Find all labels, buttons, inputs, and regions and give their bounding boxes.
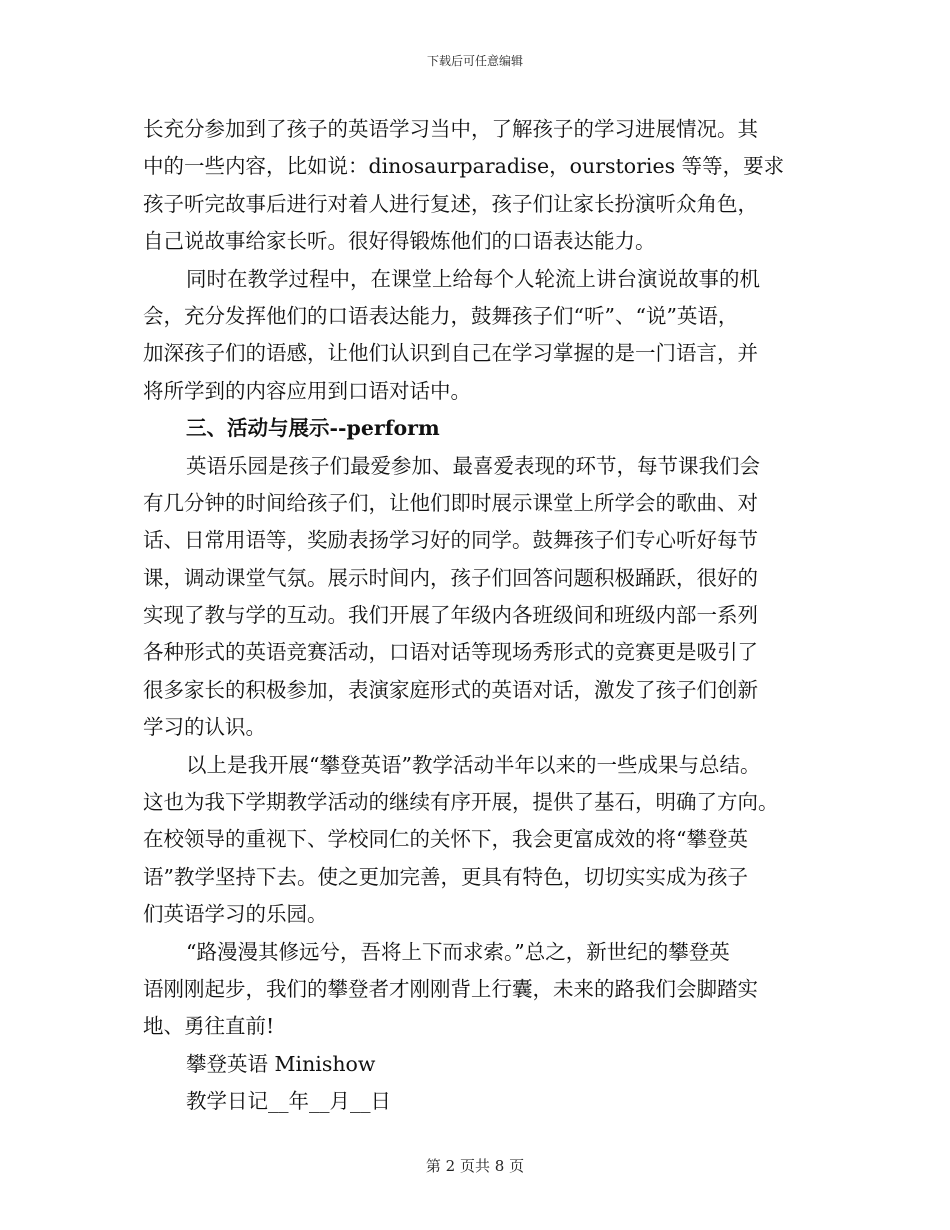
page-header: 下载后可任意编辑 (426, 54, 523, 68)
section-heading: 三、活动与展示--perform (186, 416, 440, 441)
text-line: 英语乐园是孩子们最爱参加、最喜爱表现的环节，每节课我们会 (186, 453, 760, 478)
text-line: 孩子听完故事后进行对着人进行复述，孩子们让家长扮演听众角色， (143, 191, 758, 216)
text-line: 在校领导的重视下、学校同仁的关怀下，我会更富成效的将“攀登英 (143, 827, 748, 852)
page-footer: 第 2 页共 8 页 (425, 1157, 525, 1175)
text-line: 将所学到的内容应用到口语对话中。 (143, 378, 471, 403)
text-line: 有几分钟的时间给孩子们，让他们即时展示课堂上所学会的歌曲、对 (143, 490, 758, 515)
text-line: 中的一些内容，比如说：dinosaurparadise，ourstories 等等，要求 (143, 154, 785, 179)
text-line: 这也为我下学期教学活动的继续有序开展，提供了基石，明确了方向。 (143, 790, 779, 815)
text-line: 攀登英语 Minishow (186, 1051, 376, 1076)
text-line: 们英语学习的乐园。 (143, 902, 328, 927)
text-line: 语刚刚起步，我们的攀登者才刚刚背上行囊，未来的路我们会脚踏实 (143, 976, 758, 1001)
text-line: 会，充分发挥他们的口语表达能力，鼓舞孩子们“听”、“说”英语， (143, 303, 739, 328)
text-line: 地、勇往直前! (143, 1014, 275, 1039)
text-line: 很多家长的积极参加，表演家庭形式的英语对话，激发了孩子们创新 (143, 677, 758, 702)
text-line: 各种形式的英语竞赛活动，口语对话等现场秀形式的竞赛更是吸引了 (143, 640, 758, 665)
text-line: 以上是我开展“攀登英语”教学活动半年以来的一些成果与总结。 (186, 752, 761, 777)
text-line: 语”教学坚持下去。使之更加完善，更具有特色，切切实实成为孩子 (143, 864, 748, 889)
text-line: 实现了教与学的互动。我们开展了年级内各班级间和班级内部一系列 (143, 603, 758, 628)
document-body (143, 111, 823, 1121)
text-line: 长充分参加到了孩子的英语学习当中，了解孩子的学习进展情况。其 (143, 117, 758, 141)
text-line: 话、日常用语等，奖励表扬学习好的同学。鼓舞孩子们专心听好每节 (143, 528, 758, 553)
text-line: 课，调动课堂气氛。展示时间内，孩子们回答问题积极踊跃，很好的 (143, 565, 758, 590)
text-line: “路漫漫其修远兮，吾将上下而求索。”总之，新世纪的攀登英 (186, 939, 730, 964)
text-line: 教学日记__年__月__日 (186, 1089, 391, 1114)
text-line: 自己说故事给家长听。很好得锻炼他们的口语表达能力。 (143, 229, 656, 254)
text-line: 加深孩子们的语感，让他们认识到自己在学习掌握的是一门语言，并 (143, 341, 758, 366)
text-line: 学习的认识。 (143, 715, 266, 740)
text-line: 同时在教学过程中，在课堂上给每个人轮流上讲台演说故事的机 (186, 266, 760, 291)
